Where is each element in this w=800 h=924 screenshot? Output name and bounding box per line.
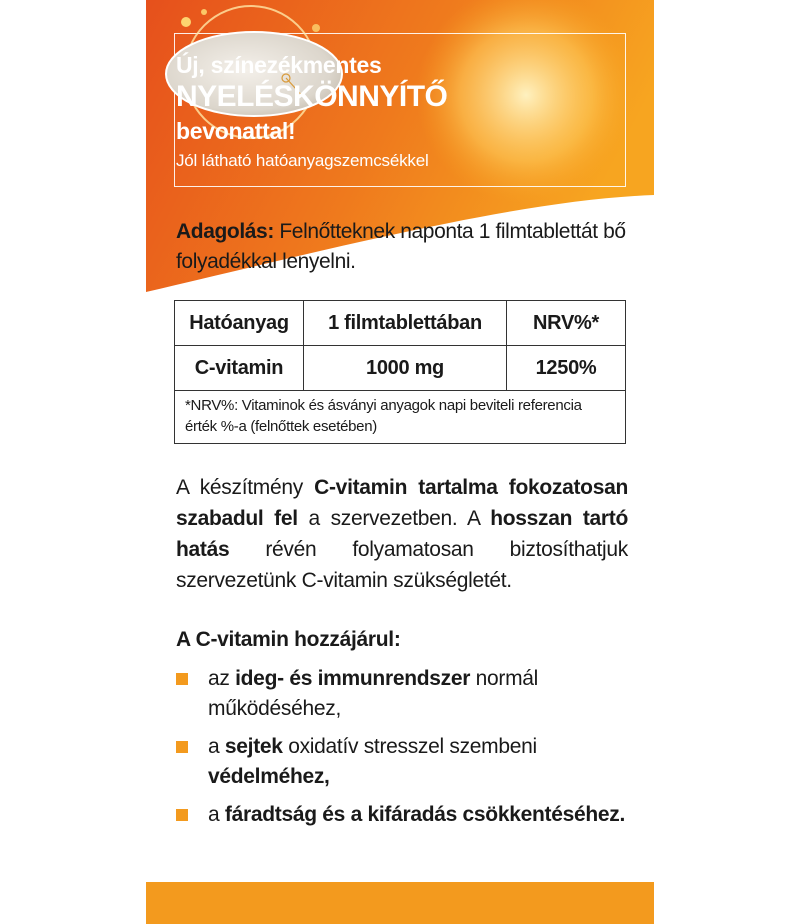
badge-subline: Jól látható hatóanyagszemcsékkel <box>176 151 429 170</box>
item-bold: fáradtság és a kifáradás csökkentéséhez. <box>224 803 625 826</box>
list-item <box>176 732 636 792</box>
item-text: oxidatív stresszel szembeni <box>282 735 537 758</box>
table-footnote: *NRV%: Vitaminok és ásványi anyagok napi beviteli referencia érték %-a (felnőttek esetében) <box>175 391 626 444</box>
table-cell: 1000 mg <box>304 346 507 391</box>
badge-headline: NYELÉSKÖNNYÍTŐ <box>176 80 448 113</box>
square-bullet-icon <box>176 809 188 821</box>
nutrient-table <box>174 300 626 444</box>
description-text: a szervezetben. A <box>297 507 491 530</box>
list-item <box>176 664 636 724</box>
item-bold: sejtek <box>224 735 283 758</box>
square-bullet-icon <box>176 673 188 685</box>
dosage-instructions: Felnőtteknek naponta 1 filmtablettát bő folyadékkal lenyelni. <box>176 220 626 273</box>
table-cell: 1250% <box>507 346 626 391</box>
item-text: a <box>208 735 225 758</box>
item-text: az <box>208 667 236 690</box>
table-header-cell: Hatóanyag <box>175 301 304 346</box>
square-bullet-icon <box>176 741 188 753</box>
description-bold: C-vitamin tartalma fokozatosan szabadul fel <box>176 476 628 530</box>
dosage-text <box>176 217 626 277</box>
description-bold: hosszan tartó hatás <box>176 507 628 561</box>
description-text: révén folyamatosan biztosíthatjuk szervezetünk C-vitamin szükségletét. <box>176 538 628 592</box>
dosage-label: Adagolás: <box>176 220 274 243</box>
description-text: A készítmény <box>176 476 315 499</box>
table-header-row <box>175 301 626 346</box>
product-leaflet-panel <box>146 0 654 924</box>
item-bold: ideg- és immunrendszer <box>235 667 471 690</box>
bottom-orange-bar <box>146 882 654 924</box>
contributions-list <box>176 664 636 838</box>
table-row <box>175 346 626 391</box>
item-bold: védelméhez, <box>208 765 330 788</box>
table-header-cell: NRV%* <box>507 301 626 346</box>
contributions-heading: A C-vitamin hozzájárul: <box>176 628 401 651</box>
description-paragraph <box>176 472 628 596</box>
badge-line-3: bevonattal! <box>176 118 296 144</box>
table-cell: C-vitamin <box>175 346 304 391</box>
item-text: normál működéséhez, <box>208 667 539 720</box>
list-item <box>176 800 636 830</box>
item-text: a <box>208 803 225 826</box>
badge-line-1: Új, színezékmentes <box>176 52 382 78</box>
table-note-row <box>175 391 626 444</box>
table-header-cell: 1 filmtablettában <box>304 301 507 346</box>
